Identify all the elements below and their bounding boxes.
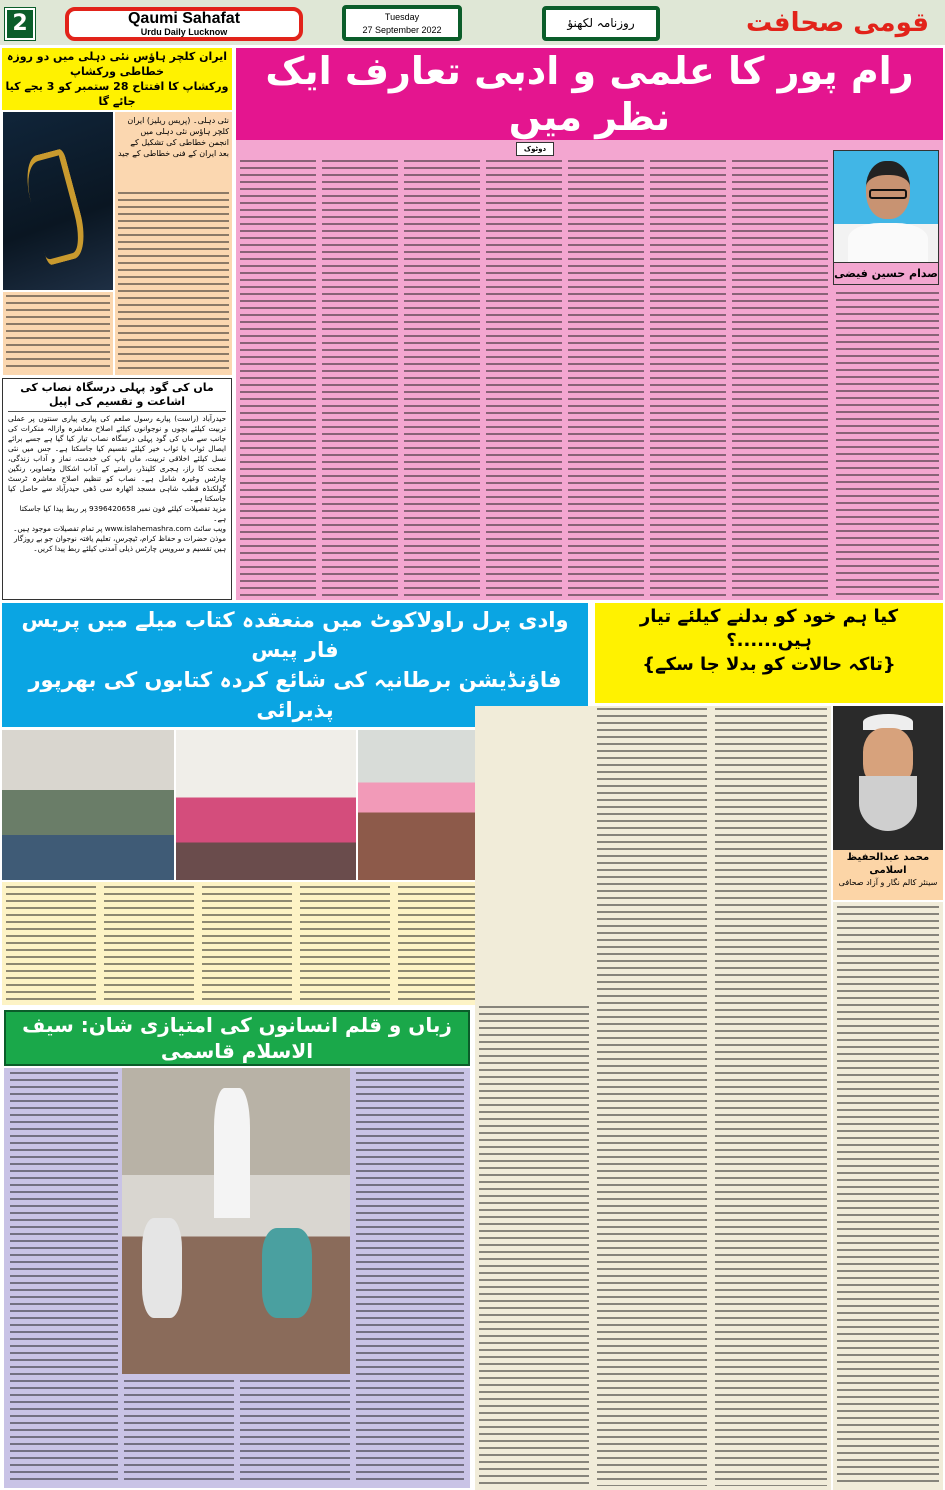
urdu-logo: قومی صحافت: [746, 8, 929, 38]
bookfair-photo-1: [2, 730, 174, 880]
change-headline-2: {تاکہ حالات کو بدلا جا سکے}: [642, 654, 896, 675]
change-article: [475, 706, 831, 1490]
speech-headline: زباں و قلم انسانوں کی امتیازی شان: سیف الاسلام قاسمی: [4, 1010, 470, 1066]
masthead-title: Qaumi Sahafat: [127, 10, 241, 27]
appeal-closing: موذن حضرات و حفاظ کرام، ٹیچرس، تعلیم یافتہ نوجوان جو بے روزگار ہیں تقسیم و سرویس چارٹس ذیلی آمدنی کیلئے ربط پیدا کریں۔: [14, 534, 226, 553]
appeal-headline: ماں کی گود پہلی درسگاہ نصاب کی اشاعت و تقسیم کی اپیل: [8, 381, 226, 412]
workshop-article-lower: [3, 292, 113, 375]
bookfair-photo-2: [176, 730, 356, 880]
change-article-right: [833, 902, 943, 1490]
page-number: 2: [5, 8, 35, 40]
bookfair-headline-2: فاؤنڈیشن برطانیہ کی شائع کردہ کتابوں کی بھرپور پذیرائی: [28, 668, 562, 722]
date-box: [342, 5, 462, 41]
workshop-headline-1: ایران کلچر ہاؤس نئی دہلی میں دو روزہ خطاطی ورکشاپ: [6, 50, 228, 78]
change-headline: [595, 603, 943, 703]
date-day: Tuesday: [384, 12, 420, 22]
date-full: 27 September 2022: [362, 25, 442, 35]
workshop-headline-box: [2, 48, 232, 110]
author-caption-hafeez: [833, 850, 943, 900]
appeal-website: ویب سائٹ www.islahemashra.com پر تمام تفصیلات موجود ہیں۔: [13, 524, 226, 533]
change-headline-1: کیا ہم خود کو بدلنے کیلئے تیار ہیں......؟: [639, 606, 899, 651]
author-photo-saddam: [833, 150, 939, 285]
workshop-article: [115, 112, 232, 375]
masthead-subtitle: Urdu Daily Lucknow: [140, 27, 228, 37]
workshop-headline-2: ورکشاپ کا افتتاح 28 ستمبر کو 3 بجے کیا جائے گا: [5, 80, 229, 108]
rampur-headline: رام پور کا علمی و ادبی تعارف ایک نظر میں: [236, 48, 943, 140]
workshop-lead: نئی دہلی۔ (پریس ریلیز) ایران کلچر ہاؤس نئی دہلی میں انجمن خطاطی کی تشکیل کے بعد ایران کے فنی خطاطی کے جید: [118, 116, 229, 158]
author-photo-hafeez: [833, 706, 943, 850]
page-header: [0, 0, 945, 45]
roznama-box: روزنامہ لکھنؤ: [542, 6, 660, 41]
bookfair-headline-1: وادی پرل راولاکوٹ میں منعقدہ کتاب میلے میں پریس فار پیس: [21, 608, 569, 662]
author-title-hafeez: سینئر کالم نگار و آزاد صحافی: [838, 878, 938, 887]
rampur-article: [236, 48, 943, 600]
appeal-box: [2, 378, 232, 600]
appeal-phone: مزید تفصیلات کیلئے فون نمبر 9396420658 پر ربط پیدا کیا جاسکتا ہے۔: [19, 504, 226, 523]
masthead-box: [65, 7, 303, 41]
rampur-tag: دوٹوک: [516, 142, 554, 156]
calligraphy-poster-image: [3, 112, 113, 290]
author-name-hafeez: محمد عبدالحفیظ اسلامی: [846, 852, 930, 876]
speech-event-photo: [122, 1068, 350, 1374]
author-name-saddam: صدام حسین فیضی: [834, 262, 938, 284]
appeal-body: حیدرآباد (راست) پیارے رسول صلعم کی پیاری پیاری سنتوں پر عملی تربیت کیلئے بچوں و نوجوانوں کیلئے اصلاح معاشرہ وازالہ منکرات کی جانب سے ماں کی گود پہلی درسگاہ نصاب تیار کیا گیا ہے جسے برائے ایصال ثواب یا ثواب خیر کیلئے تقسیم کیا جاسکتا ہے۔ جس میں نئی نسل کیلئے اخلاقی تربیت، ماں باپ کی خدمت، نماز و آداب زندگی، صحت کا راز، ہجری کلینڈر، راستے کے آداب اشکال وتصاویر، رنگین چارٹس وغیرہ شامل ہے۔ نصاب کو تنظیم اصلاح معاشرہ ٹرسٹ گولکنڈہ قطب شاہی مسجد اٹھارہ سی ڈھی حیدرآباد سے حاصل کیا جاسکتا ہے۔: [8, 414, 226, 503]
